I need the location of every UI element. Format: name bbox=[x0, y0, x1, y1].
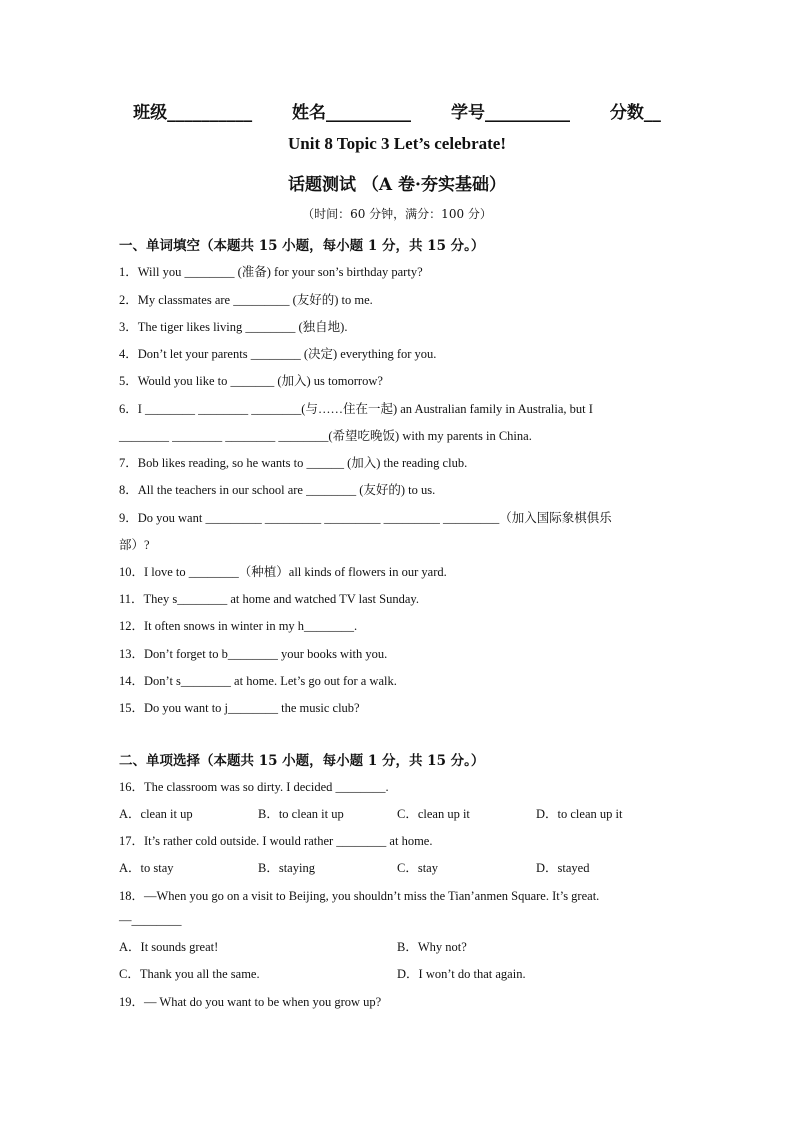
name-field[interactable]: 姓名__________ bbox=[292, 103, 412, 123]
unit-title: Unit 8 Topic 3 Let’s celebrate! bbox=[288, 134, 506, 153]
question-item: 8．All the teachers in our school are ________ (友好的) to us. bbox=[119, 483, 436, 497]
test-info: （时间：60 分钟，满分：100 分） bbox=[302, 207, 492, 221]
class-field[interactable]: 班级__________ bbox=[133, 103, 253, 123]
option-16a: A．clean it up bbox=[119, 807, 193, 821]
question-18: 18．—When you go on a visit to Beijing, you shouldn’t miss the Tian’anmen Square. It’s great. bbox=[119, 889, 600, 903]
student-info-header bbox=[0, 98, 794, 123]
question-item: 13．Don’t forget to b________ your books with you. bbox=[119, 647, 388, 661]
question-item: 2．My classmates are _________ (友好的) to me. bbox=[119, 293, 373, 307]
option-16d: D．to clean up it bbox=[536, 807, 623, 821]
option-17a: A．to stay bbox=[119, 861, 174, 875]
option-17d: D．stayed bbox=[536, 861, 590, 875]
question-item: 7．Bob likes reading, so he wants to ______ (加入) the reading club. bbox=[119, 456, 468, 470]
question-item: 3．The tiger likes living ________ (独自地). bbox=[119, 320, 348, 334]
option-16b: B．to clean it up bbox=[258, 807, 344, 821]
section1-heading: 一、单词填空（本题共 15 小题，每小题 1 分，共 15 分。） bbox=[119, 238, 485, 254]
question-item: 部）? bbox=[119, 538, 150, 552]
question-item: 9．Do you want _________ _________ _________ _________ _________（加入国际象棋俱乐 bbox=[119, 511, 612, 525]
question-19: 19．— What do you want to be when you grow up? bbox=[119, 995, 382, 1009]
question-item: 5．Would you like to _______ (加入) us tomorrow? bbox=[119, 374, 383, 388]
question-item: 1．Will you ________ (准备) for your son’s birthday party? bbox=[119, 265, 423, 279]
question-item: ________ ________ ________ ________(希望吃晚饭) with my parents in China. bbox=[119, 429, 532, 443]
question-item: 10．I love to ________（种植）all kinds of flowers in our yard. bbox=[119, 565, 447, 579]
question-item: 4．Don’t let your parents ________ (决定) everything for you. bbox=[119, 347, 437, 361]
option-18d: D．I won’t do that again. bbox=[397, 967, 526, 981]
test-title: 话题测试 （A 卷·夯实基础） bbox=[288, 175, 506, 195]
option-18c: C．Thank you all the same. bbox=[119, 967, 260, 981]
option-18a: A．It sounds great! bbox=[119, 940, 219, 954]
question-item: 14．Don’t s________ at home. Let’s go out for a walk. bbox=[119, 674, 397, 688]
option-18b: B．Why not? bbox=[397, 940, 467, 954]
section2-heading: 二、单项选择（本题共 15 小题，每小题 1 分，共 15 分。） bbox=[119, 753, 485, 769]
question-18-blank: —________ bbox=[119, 913, 182, 927]
question-item: 6．I ________ ________ ________(与……住在一起) an Australian family in Australia, but I bbox=[119, 402, 593, 416]
option-16c: C．clean up it bbox=[397, 807, 470, 821]
question-item: 11．They s________ at home and watched TV last Sunday. bbox=[119, 592, 419, 606]
option-17c: C．stay bbox=[397, 861, 438, 875]
question-16: 16．The classroom was so dirty. I decided ________. bbox=[119, 780, 389, 794]
student-id-field[interactable]: 学号__________ bbox=[450, 103, 570, 123]
question-item: 12．It often snows in winter in my h________. bbox=[119, 619, 358, 633]
question-item: 15．Do you want to j________ the music club? bbox=[119, 701, 360, 715]
option-17b: B．staying bbox=[258, 861, 315, 875]
question-17: 17．It’s rather cold outside. I would rather ________ at home. bbox=[119, 834, 433, 848]
score-field[interactable]: 分数__ bbox=[609, 103, 661, 123]
